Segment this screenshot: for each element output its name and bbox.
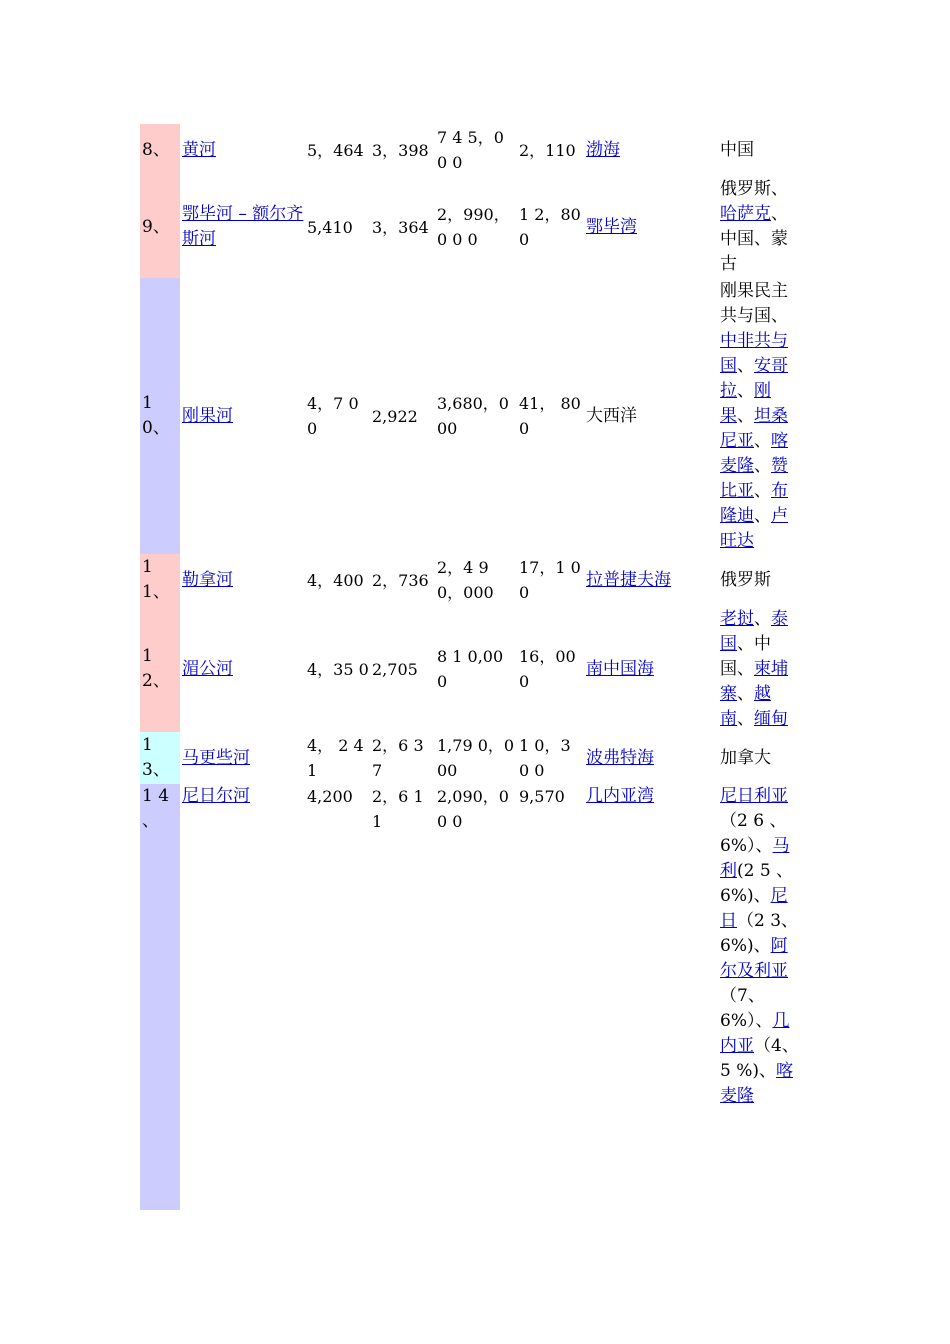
countries-text: (2 5 、6%)、 [720,861,794,906]
table-row [140,606,800,732]
countries-text: 、 [754,455,771,476]
cell-length: 4，35 0 [307,659,369,679]
cell-outflow [584,606,718,732]
table-row [140,176,800,278]
countries-link[interactable]: 阿尔及利亚 [720,936,788,981]
cell-name [180,606,305,732]
name-link[interactable]: 马更些河 [182,747,250,768]
countries-text: 加拿大 [720,747,771,768]
countries-link[interactable]: 老挝 [720,608,754,629]
cell-name [180,124,305,176]
countries-link[interactable]: 越南 [720,683,771,729]
cell-rank: 11、 [140,554,180,606]
cell-flow: 41， 800 [519,394,581,438]
outflow-link[interactable]: 波弗特海 [586,747,654,768]
cell-length: 4,200 [307,787,353,806]
countries-link[interactable]: 马利 [720,836,790,881]
cell-length: 4， 2 4 1 [307,736,364,780]
cell-basin: 2，4 9 0，000 [437,558,494,602]
cell-outflow [584,732,718,784]
countries-text: 俄罗斯、 [720,179,788,199]
countries-text: （7、6%）、 [720,986,773,1031]
cell-length: 5，464 [307,140,364,160]
countries-link[interactable]: 赞比亚 [720,455,788,501]
cell-length-mi: 2，736 [372,570,429,590]
countries-link[interactable]: 哈萨克 [720,204,771,224]
countries-text: 、中国、 [720,633,771,679]
cell-name [180,554,305,606]
cell-length-mi: 2，6 3 7 [372,736,424,780]
cell-outflow [584,176,718,278]
countries-text: 、 [754,505,771,526]
outflow-link[interactable]: 鄂毕湾 [586,216,637,237]
countries-link[interactable]: 尼日 [720,886,788,931]
countries-link[interactable]: 中非共与国 [720,330,788,376]
outflow-link[interactable]: 南中国海 [586,658,654,679]
name-link[interactable]: 鄂毕河 – 额尔齐斯河 [182,204,304,249]
cell-rank: 1 4 、 [140,784,180,1210]
countries-link[interactable]: 柬埔寨 [720,658,788,704]
cell-rank: 12、 [140,606,180,732]
countries-text: 、 [737,355,754,376]
countries-link[interactable]: 布隆迪 [720,480,788,526]
cell-basin: 2,090，0 0 0 [437,787,509,831]
name-link[interactable]: 湄公河 [182,658,233,679]
cell-basin: 1,79 0，0 00 [437,736,515,780]
table-row [140,732,800,784]
countries-text: 刚果民主共与国、 [720,280,788,326]
countries-link[interactable]: 安哥拉 [720,355,788,401]
outflow-link[interactable]: 几内亚湾 [586,786,654,806]
countries-link[interactable]: 喀麦隆 [720,1061,794,1106]
table-row [140,124,800,176]
countries-text: 、 [737,683,754,704]
table-row [140,554,800,606]
countries-text: 、 [754,430,771,451]
cell-outflow [584,784,718,1210]
cell-rank: 9、 [140,176,180,278]
countries-text: 中国 [720,139,754,160]
countries-text: （2 6 、6%）、 [720,811,787,856]
cell-basin: 2，990，0 0 0 [437,205,510,249]
name-link[interactable]: 黄河 [182,139,216,160]
cell-length: 4，400 [307,570,364,590]
cell-outflow [584,554,718,606]
countries-link[interactable]: 泰国 [720,608,788,654]
cell-flow: 16，00 0 [519,647,576,691]
countries-text: 、 [754,480,771,501]
countries-link[interactable]: 缅甸 [754,708,788,729]
outflow-link[interactable]: 拉普捷夫海 [586,569,671,590]
cell-outflow [584,278,718,554]
cell-flow: 1 0，3 0 0 [519,736,571,780]
cell-flow: 9,570 [519,787,565,806]
countries-link[interactable]: 尼日利亚 [720,786,788,806]
cell-countries [718,606,800,732]
countries-link[interactable]: 喀麦隆 [720,430,788,476]
name-link[interactable]: 刚果河 [182,405,233,426]
cell-length-mi: 3，364 [372,217,429,237]
cell-countries [718,176,800,278]
cell-rank: 8、 [140,124,180,176]
countries-text: 、 [754,608,771,629]
countries-text: 、中国、蒙古 [720,204,788,274]
cell-countries [718,732,800,784]
countries-link[interactable]: 刚果 [720,380,771,426]
countries-link[interactable]: 卢旺达 [720,505,788,551]
rivers-table [140,124,800,1210]
cell-rank: 1 3、 [140,732,180,784]
cell-basin: 3,680，000 [437,394,509,438]
name-link[interactable]: 尼日尔河 [182,786,250,806]
cell-flow: 2，110 [519,140,576,160]
cell-length: 5,410 [307,217,353,237]
rivers-table-body [140,124,800,1210]
countries-text: （2 3、6%)、 [720,911,799,956]
countries-text: 、 [737,405,754,426]
cell-rank: 10、 [140,278,180,554]
countries-text: （4、 5 %)、 [720,1036,799,1081]
cell-length-mi: 3，398 [372,140,429,160]
cell-basin: 7 4 5，0 0 0 [437,128,504,172]
cell-name [180,732,305,784]
countries-link[interactable]: 几内亚 [720,1011,790,1056]
cell-countries [718,124,800,176]
cell-name [180,176,305,278]
name-link[interactable]: 勒拿河 [182,569,233,590]
cell-flow: 1 2，800 [519,205,581,249]
cell-name [180,784,305,1210]
outflow-link[interactable]: 渤海 [586,139,620,160]
cell-name [180,278,305,554]
countries-text: 俄罗斯 [720,569,771,590]
cell-length-mi: 2，6 1 1 [372,787,424,831]
outflow-text: 大西洋 [586,405,637,426]
cell-length-mi: 2,922 [372,406,418,426]
cell-basin: 8 1 0,00 0 [437,647,504,691]
countries-text: 、 [737,380,754,401]
cell-flow: 17，1 0 0 [519,558,581,602]
cell-countries [718,554,800,606]
table-row [140,278,800,554]
table-row [140,784,800,1210]
cell-outflow [584,124,718,176]
cell-length-mi: 2,705 [372,659,418,679]
cell-length: 4，7 0 0 [307,394,359,438]
cell-countries [718,278,800,554]
countries-text: 、 [737,708,754,729]
countries-link[interactable]: 坦桑尼亚 [720,405,788,451]
cell-countries [718,784,800,1210]
